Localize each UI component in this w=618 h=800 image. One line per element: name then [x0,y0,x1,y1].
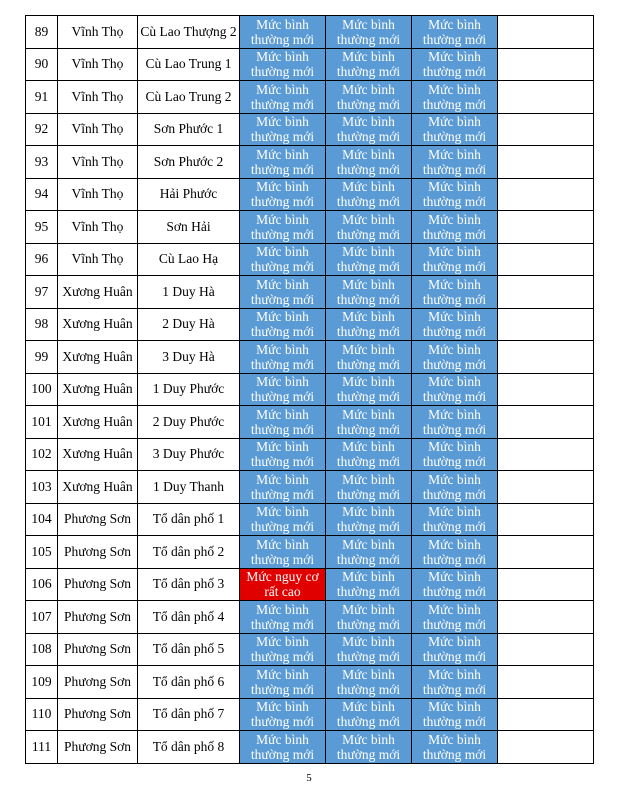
risk-level-new-normal-cell: Mức bình thường mới [240,666,326,699]
row-number-cell: 89 [26,16,58,49]
village-cell: Tổ dân phố 5 [138,633,240,666]
risk-level-new-normal-cell: Mức bình thường mới [412,16,498,49]
commune-cell: Phương Sơn [58,731,138,764]
commune-cell: Xương Huân [58,438,138,471]
risk-level-new-normal-cell: Mức bình thường mới [412,48,498,81]
village-cell: Sơn Phước 1 [138,113,240,146]
risk-level-new-normal-cell: Mức bình thường mới [412,146,498,179]
risk-level-new-normal-cell: Mức bình thường mới [326,633,412,666]
risk-level-new-normal-cell: Mức bình thường mới [326,601,412,634]
village-cell: Tổ dân phố 6 [138,666,240,699]
commune-cell: Phương Sơn [58,666,138,699]
risk-level-new-normal-cell: Mức bình thường mới [412,243,498,276]
row-number-cell: 106 [26,568,58,601]
risk-level-new-normal-cell: Mức bình thường mới [326,471,412,504]
notes-cell [498,568,594,601]
risk-level-new-normal-cell: Mức bình thường mới [240,308,326,341]
risk-level-new-normal-cell: Mức bình thường mới [412,178,498,211]
village-cell: 3 Duy Phước [138,438,240,471]
row-number-cell: 102 [26,438,58,471]
commune-cell: Vĩnh Thọ [58,178,138,211]
notes-cell [498,536,594,569]
commune-cell: Xương Huân [58,308,138,341]
risk-level-new-normal-cell: Mức bình thường mới [240,503,326,536]
risk-level-very-high-cell: Mức nguy cơ rất cao [240,568,326,601]
table-row [26,568,594,601]
village-cell: 2 Duy Phước [138,406,240,439]
risk-level-new-normal-cell: Mức bình thường mới [240,601,326,634]
risk-level-new-normal-cell: Mức bình thường mới [240,731,326,764]
table-row [26,503,594,536]
risk-level-new-normal-cell: Mức bình thường mới [240,698,326,731]
notes-cell [498,81,594,114]
risk-level-new-normal-cell: Mức bình thường mới [326,438,412,471]
risk-level-new-normal-cell: Mức bình thường mới [326,146,412,179]
commune-cell: Phương Sơn [58,503,138,536]
row-number-cell: 109 [26,666,58,699]
commune-cell: Phương Sơn [58,568,138,601]
table-row [26,16,594,49]
notes-cell [498,666,594,699]
row-number-cell: 103 [26,471,58,504]
table-row [26,373,594,406]
table-row [26,146,594,179]
notes-cell [498,178,594,211]
risk-level-new-normal-cell: Mức bình thường mới [240,373,326,406]
notes-cell [498,113,594,146]
commune-cell: Xương Huân [58,471,138,504]
row-number-cell: 111 [26,731,58,764]
notes-cell [498,276,594,309]
risk-level-new-normal-cell: Mức bình thường mới [412,536,498,569]
risk-level-new-normal-cell: Mức bình thường mới [326,48,412,81]
table-row [26,211,594,244]
risk-level-new-normal-cell: Mức bình thường mới [326,536,412,569]
notes-cell [498,698,594,731]
risk-level-new-normal-cell: Mức bình thường mới [326,308,412,341]
notes-cell [498,471,594,504]
row-number-cell: 94 [26,178,58,211]
table-row [26,243,594,276]
risk-level-new-normal-cell: Mức bình thường mới [412,568,498,601]
commune-cell: Xương Huân [58,341,138,374]
risk-level-new-normal-cell: Mức bình thường mới [412,81,498,114]
table-row [26,471,594,504]
village-cell: 2 Duy Hà [138,308,240,341]
risk-level-new-normal-cell: Mức bình thường mới [240,406,326,439]
risk-level-new-normal-cell: Mức bình thường mới [412,308,498,341]
risk-level-new-normal-cell: Mức bình thường mới [412,601,498,634]
notes-cell [498,341,594,374]
notes-cell [498,373,594,406]
table-row [26,601,594,634]
risk-level-table [25,15,594,764]
risk-level-new-normal-cell: Mức bình thường mới [326,211,412,244]
risk-level-new-normal-cell: Mức bình thường mới [326,568,412,601]
row-number-cell: 108 [26,633,58,666]
table-row [26,81,594,114]
risk-level-new-normal-cell: Mức bình thường mới [326,406,412,439]
risk-level-new-normal-cell: Mức bình thường mới [240,471,326,504]
table-row [26,113,594,146]
notes-cell [498,406,594,439]
village-cell: Tổ dân phố 1 [138,503,240,536]
risk-level-new-normal-cell: Mức bình thường mới [412,438,498,471]
village-cell: Sơn Phước 2 [138,146,240,179]
risk-level-new-normal-cell: Mức bình thường mới [412,633,498,666]
notes-cell [498,48,594,81]
row-number-cell: 93 [26,146,58,179]
table-row [26,698,594,731]
notes-cell [498,503,594,536]
row-number-cell: 99 [26,341,58,374]
village-cell: Sơn Hải [138,211,240,244]
village-cell: 1 Duy Thanh [138,471,240,504]
row-number-cell: 96 [26,243,58,276]
row-number-cell: 97 [26,276,58,309]
notes-cell [498,211,594,244]
commune-cell: Vĩnh Thọ [58,211,138,244]
risk-level-new-normal-cell: Mức bình thường mới [240,113,326,146]
risk-level-new-normal-cell: Mức bình thường mới [240,341,326,374]
table-row [26,633,594,666]
commune-cell: Vĩnh Thọ [58,16,138,49]
commune-cell: Vĩnh Thọ [58,243,138,276]
village-cell: Cù Lao Trung 2 [138,81,240,114]
notes-cell [498,601,594,634]
village-cell: Tổ dân phố 3 [138,568,240,601]
page-number: 5 [306,772,312,784]
commune-cell: Vĩnh Thọ [58,113,138,146]
table-row [26,731,594,764]
commune-cell: Vĩnh Thọ [58,146,138,179]
risk-level-new-normal-cell: Mức bình thường mới [412,731,498,764]
table-row [26,666,594,699]
table-row [26,178,594,211]
table-row [26,406,594,439]
commune-cell: Xương Huân [58,406,138,439]
risk-level-new-normal-cell: Mức bình thường mới [240,211,326,244]
risk-level-new-normal-cell: Mức bình thường mới [412,211,498,244]
village-cell: Hải Phước [138,178,240,211]
risk-level-new-normal-cell: Mức bình thường mới [240,536,326,569]
commune-cell: Phương Sơn [58,698,138,731]
risk-level-new-normal-cell: Mức bình thường mới [412,113,498,146]
notes-cell [498,243,594,276]
risk-level-new-normal-cell: Mức bình thường mới [326,698,412,731]
risk-level-new-normal-cell: Mức bình thường mới [240,81,326,114]
risk-level-new-normal-cell: Mức bình thường mới [326,243,412,276]
risk-level-new-normal-cell: Mức bình thường mới [240,178,326,211]
village-cell: 1 Duy Hà [138,276,240,309]
risk-level-new-normal-cell: Mức bình thường mới [412,341,498,374]
risk-level-new-normal-cell: Mức bình thường mới [326,503,412,536]
notes-cell [498,308,594,341]
risk-level-new-normal-cell: Mức bình thường mới [326,16,412,49]
village-cell: Cù Lao Trung 1 [138,48,240,81]
row-number-cell: 95 [26,211,58,244]
row-number-cell: 107 [26,601,58,634]
risk-level-new-normal-cell: Mức bình thường mới [240,438,326,471]
risk-level-new-normal-cell: Mức bình thường mới [240,243,326,276]
row-number-cell: 101 [26,406,58,439]
commune-cell: Xương Huân [58,276,138,309]
row-number-cell: 91 [26,81,58,114]
risk-level-new-normal-cell: Mức bình thường mới [412,471,498,504]
village-cell: 1 Duy Phước [138,373,240,406]
notes-cell [498,438,594,471]
risk-level-new-normal-cell: Mức bình thường mới [412,373,498,406]
risk-level-new-normal-cell: Mức bình thường mới [326,178,412,211]
row-number-cell: 100 [26,373,58,406]
risk-level-new-normal-cell: Mức bình thường mới [412,698,498,731]
risk-level-new-normal-cell: Mức bình thường mới [326,373,412,406]
risk-level-new-normal-cell: Mức bình thường mới [326,341,412,374]
risk-level-new-normal-cell: Mức bình thường mới [326,81,412,114]
risk-level-new-normal-cell: Mức bình thường mới [326,113,412,146]
notes-cell [498,731,594,764]
row-number-cell: 105 [26,536,58,569]
village-cell: Cù Lao Hạ [138,243,240,276]
row-number-cell: 98 [26,308,58,341]
risk-level-new-normal-cell: Mức bình thường mới [412,666,498,699]
table-row [26,341,594,374]
table-row [26,276,594,309]
risk-level-new-normal-cell: Mức bình thường mới [326,666,412,699]
notes-cell [498,633,594,666]
notes-cell [498,16,594,49]
commune-cell: Phương Sơn [58,633,138,666]
village-cell: Tổ dân phố 2 [138,536,240,569]
row-number-cell: 92 [26,113,58,146]
village-cell: Cù Lao Thượng 2 [138,16,240,49]
table-body [26,16,594,764]
row-number-cell: 110 [26,698,58,731]
table-row [26,438,594,471]
row-number-cell: 90 [26,48,58,81]
notes-cell [498,146,594,179]
risk-level-new-normal-cell: Mức bình thường mới [240,276,326,309]
risk-level-new-normal-cell: Mức bình thường mới [240,48,326,81]
commune-cell: Phương Sơn [58,536,138,569]
row-number-cell: 104 [26,503,58,536]
risk-level-new-normal-cell: Mức bình thường mới [412,406,498,439]
risk-level-new-normal-cell: Mức bình thường mới [412,276,498,309]
commune-cell: Phương Sơn [58,601,138,634]
risk-level-new-normal-cell: Mức bình thường mới [240,146,326,179]
risk-level-new-normal-cell: Mức bình thường mới [412,503,498,536]
commune-cell: Vĩnh Thọ [58,48,138,81]
commune-cell: Vĩnh Thọ [58,81,138,114]
table-row [26,536,594,569]
table-row [26,48,594,81]
risk-level-new-normal-cell: Mức bình thường mới [240,633,326,666]
risk-level-new-normal-cell: Mức bình thường mới [326,276,412,309]
table-row [26,308,594,341]
commune-cell: Xương Huân [58,373,138,406]
village-cell: Tổ dân phố 7 [138,698,240,731]
village-cell: 3 Duy Hà [138,341,240,374]
risk-level-new-normal-cell: Mức bình thường mới [240,16,326,49]
risk-level-new-normal-cell: Mức bình thường mới [326,731,412,764]
village-cell: Tổ dân phố 8 [138,731,240,764]
village-cell: Tổ dân phố 4 [138,601,240,634]
